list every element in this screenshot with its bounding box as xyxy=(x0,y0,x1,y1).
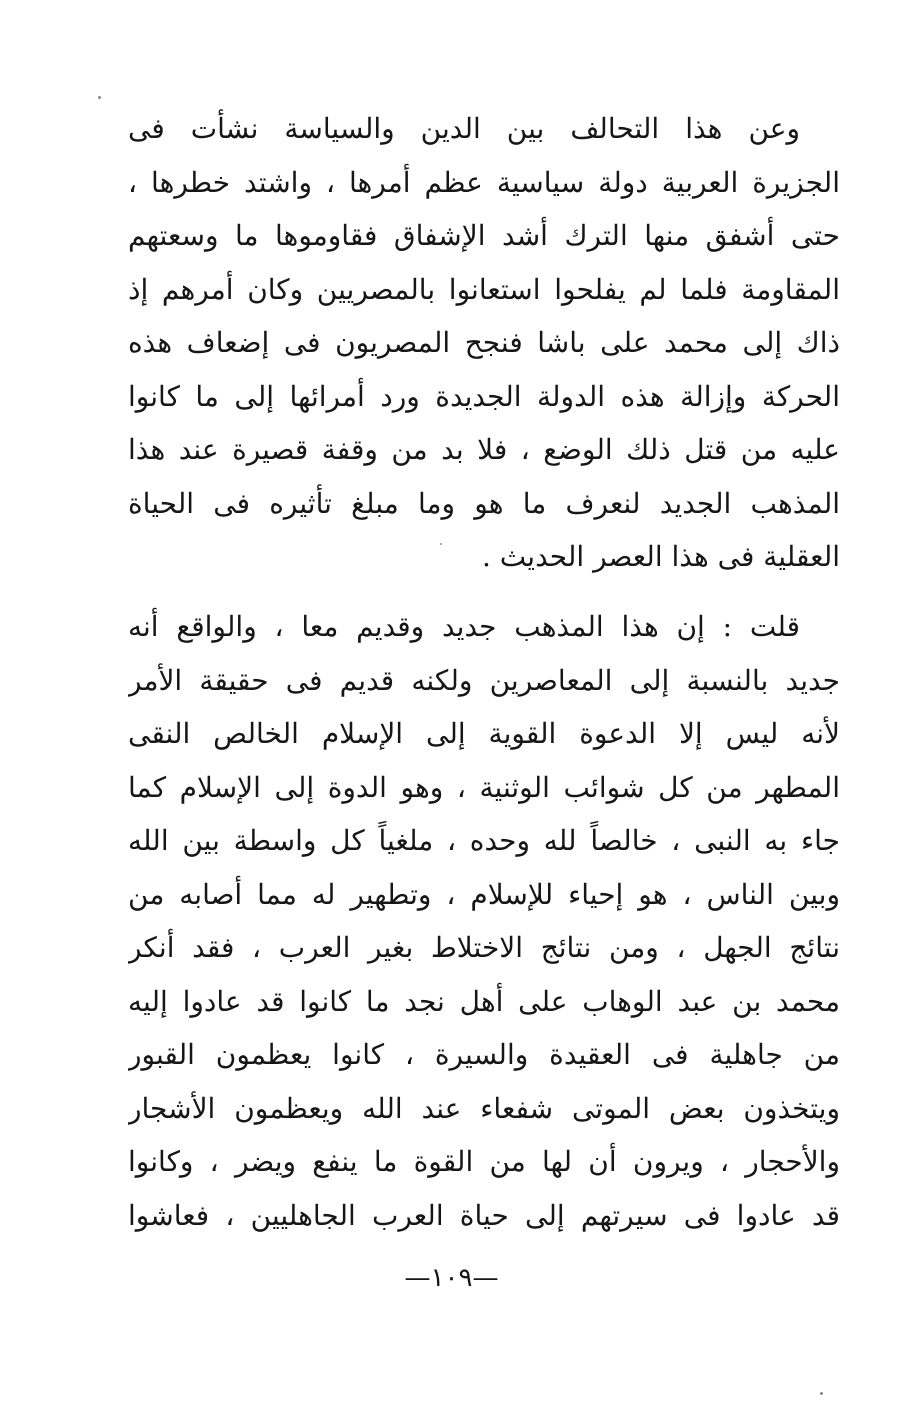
paper-speck xyxy=(440,543,442,545)
text-line: وبين الناس ، هو إحياء للإسلام ، وتطهير له مما أصابه من xyxy=(128,877,840,911)
text-line: والأحجار ، ويرون أن لها من القوة ما ينفع ويضر ، وكانوا xyxy=(128,1145,840,1178)
page-number: —١٠٩— xyxy=(404,1263,499,1293)
text-line: من جاهلية فى العقيدة والسيرة ، كانوا يعظمون القبور xyxy=(128,1038,840,1071)
text-line: قلت : إن هذا المذهب جديد وقديم معا ، والواقع أنه xyxy=(128,610,800,643)
text-line: الجزيرة العربية دولة سياسية عظم أمرها ، واشتد خطرها ، xyxy=(128,165,840,199)
paragraph-2 xyxy=(128,600,840,1242)
paper-speck xyxy=(98,96,101,99)
text-line: قد عادوا فى سيرتهم إلى حياة العرب الجاهليين ، فعاشوا xyxy=(128,1198,840,1232)
text-line: المذهب الجديد لنعرف ما هو وما مبلغ تأثيره فى الحياة xyxy=(128,486,840,520)
text-line: المطهر من كل شوائب الوثنية ، وهو الدوة إلى الإسلام كما xyxy=(128,770,840,804)
text-line: لأنه ليس إلا الدعوة القوية إلى الإسلام الخالص النقى xyxy=(128,717,840,750)
text-line: ويتخذون بعض الموتى شفعاء عند الله ويعظمون الأشجار xyxy=(128,1091,840,1125)
text-line: حتى أشفق منها الترك أشد الإشفاق فقاوموها ما وسعتهم xyxy=(128,219,840,252)
text-line: محمد بن عبد الوهاب على أهل نجد ما كانوا قد عادوا إليه xyxy=(128,984,840,1018)
text-line: الحركة وإزالة هذه الدولة الجديدة ورد أمرائها إلى ما كانوا xyxy=(128,379,840,413)
text-line: نتائج الجهل ، ومن نتائج الاختلاط بغير العرب ، فقد أنكر xyxy=(128,931,840,964)
text-line: جديد بالنسبة إلى المعاصرين ولكنه قديم فى حقيقة الأمر xyxy=(128,663,840,697)
text-line: وعن هذا التحالف بين الدين والسياسة نشأت فى xyxy=(128,112,800,145)
text-line: المقاومة فلما لم يفلحوا استعانوا بالمصريين وكان أمرهم إذ xyxy=(128,272,840,306)
paper-speck xyxy=(820,1392,823,1395)
text-line: عليه من قتل ذلك الوضع ، فلا بد من وقفة قصيرة عند هذا xyxy=(128,433,840,466)
text-line: العقلية فى هذا العصر الحديث . xyxy=(482,540,840,573)
text-line: ذاك إلى محمد على باشا فنجح المصريون فى إضعاف هذه xyxy=(128,326,840,359)
paragraph-1 xyxy=(128,102,840,584)
text-line: جاء به النبى ، خالصاً لله وحده ، ملغياً كل واسطة بين الله xyxy=(128,824,840,857)
